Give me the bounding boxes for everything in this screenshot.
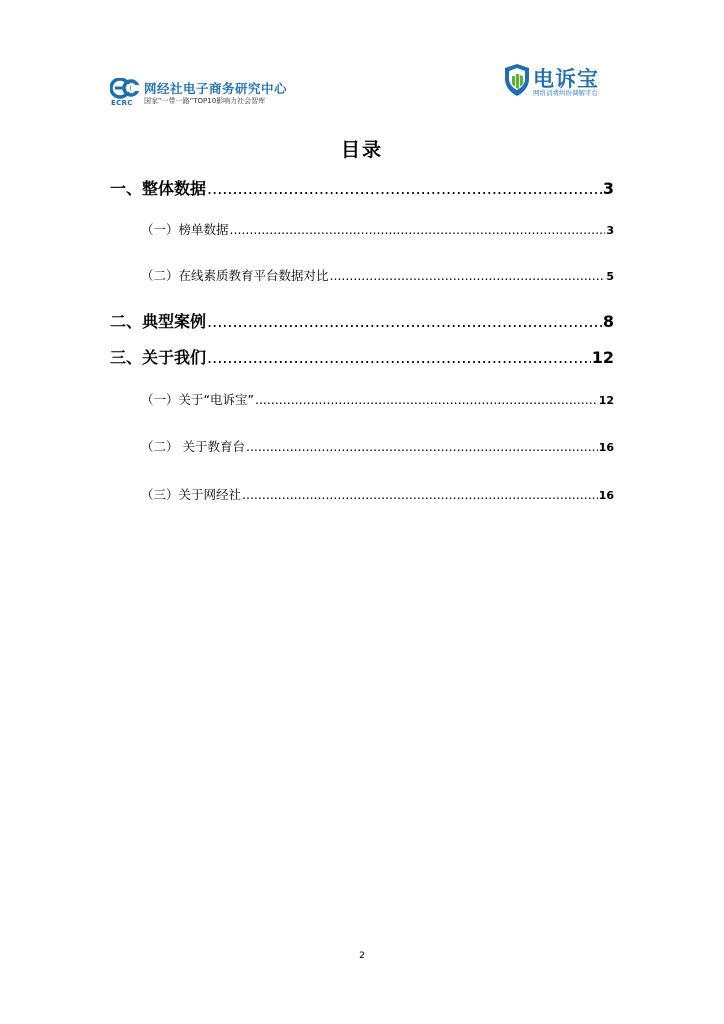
toc-entry-page: 16 [598,489,614,502]
shield-icon [503,63,531,97]
toc-entry-about-wangjingshe[interactable] [141,485,614,503]
toc-entry-page: 8 [602,312,614,331]
toc-leader-dots [246,439,598,454]
ecrc-name: 网经社电子商务研究中心 [144,81,288,96]
toc-entry-about-dianshubao[interactable] [141,390,614,408]
toc-entry-label: （一）关于“电诉宝” [141,392,254,407]
toc-entry-page: 3 [602,179,614,198]
toc-leader-dots [207,179,602,198]
toc-entry-label: 一、整体数据 [110,179,207,198]
toc-entry-page: 12 [598,394,614,407]
toc-entry-label: 二、典型案例 [110,312,207,331]
toc-entry-ranking-data[interactable] [141,220,614,238]
ecrc-logo [110,78,288,108]
toc-entry-label: （二）在线素质教育平台数据对比 [141,268,329,283]
toc-entry-label: （一）榜单数据 [141,222,229,237]
toc-leader-dots [255,392,598,407]
toc-entry-overall-data[interactable] [110,176,614,199]
toc-entry-page: 16 [598,441,614,454]
toc-leader-dots [330,268,606,283]
toc-entry-label: （三）关于网经社 [141,487,242,502]
toc-leader-dots [207,348,591,367]
dianshubao-name: 电诉宝 [533,67,599,91]
ecrc-subtitle: 国家“一带一路”TOP10影响力社会智库 [144,97,266,105]
toc-entry-about-us[interactable] [110,345,614,368]
toc-leader-dots [207,312,602,331]
dianshubao-subtitle: 网络消费纠纷调解平台 [533,89,598,97]
toc-title: 目录 [340,139,383,161]
toc-leader-dots [230,222,606,237]
toc-entry-typical-cases[interactable] [110,309,614,332]
toc-entry-page: 5 [606,270,614,283]
toc-entry-label: 三、关于我们 [110,348,207,367]
toc-entry-platform-comparison[interactable] [141,266,614,284]
toc-entry-about-education-channel[interactable] [141,437,614,455]
toc-entry-label: （二） 关于教育台 [141,439,245,454]
toc-entry-page: 12 [591,348,614,367]
toc-entry-page: 3 [606,224,614,237]
ecrc-emblem-icon [110,78,142,100]
ecrc-abbreviation: ECRC [111,99,133,107]
toc-leader-dots [242,487,598,502]
page-number: 2 [359,951,365,961]
dianshubao-logo [503,63,613,99]
